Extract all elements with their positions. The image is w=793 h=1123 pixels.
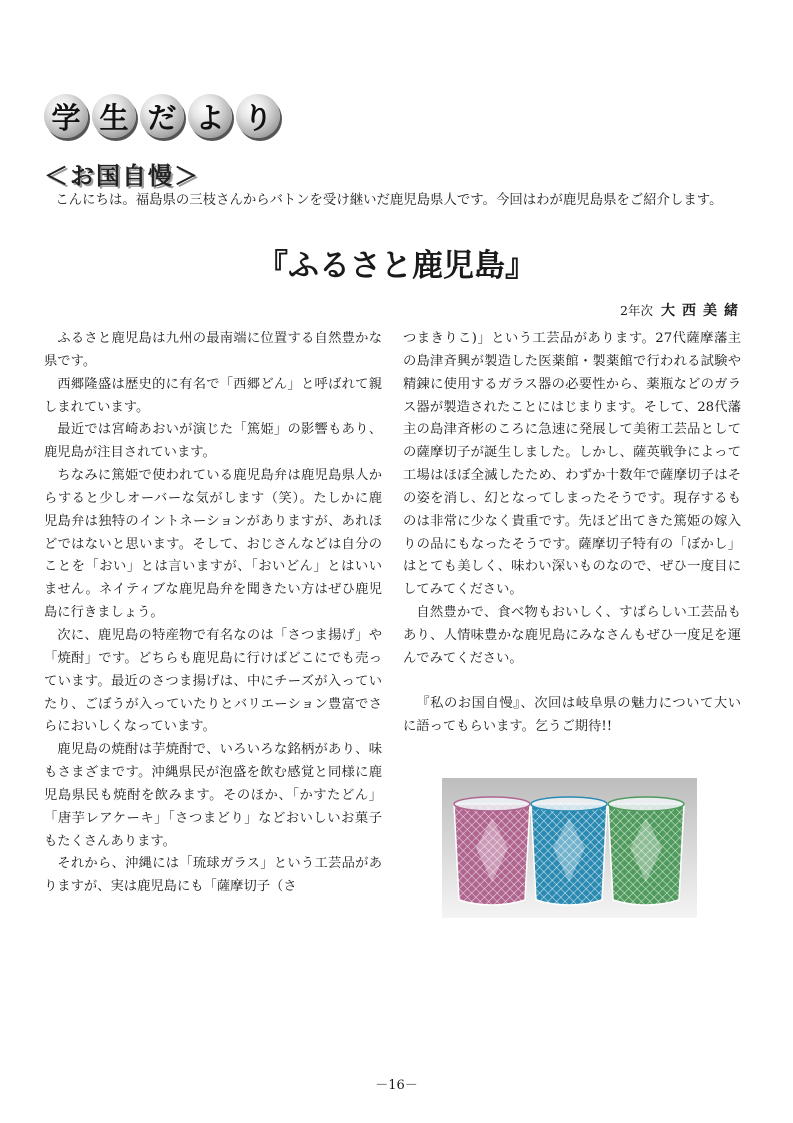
- glass-rim: [531, 797, 607, 811]
- paragraph: 自然豊かで、食べ物もおいしく、すばらしい工芸品もあり、人情味豊かな鹿児島にみなさんもぜひ一度足を運んでみてください。: [403, 605, 741, 666]
- header-badge: り: [236, 94, 280, 138]
- header-badge: 学: [44, 94, 88, 138]
- kiriko-glass: [608, 797, 684, 905]
- glasses-group: [454, 797, 684, 905]
- paragraph: 鹿児島の焼酎は芋焼酎で、いろいろな銘柄があり、味もさまざまです。沖縄県民が泡盛を飲む感覚と同様に鹿児島県民も焼酎を飲みます。そのほか、「かすたどん」「唐芋レアケーキ」「さつまどり」などおいしいお菓子もたくさんあります。: [44, 742, 382, 849]
- closing-paragraph: 『私のお国自慢』、次回は岐阜県の魅力について大いに語ってもらいます。乞うご期待!!: [403, 695, 741, 734]
- section-heading: ＜お国自慢＞: [44, 162, 200, 190]
- byline: [620, 300, 745, 320]
- paragraph: 次に、鹿児島の特産物で有名なのは「さつま揚げ」や「焼酎」です。どちらも鹿児島に行けばどこにでも売っています。最近のさつま揚げは、中にチーズが入っていたり、ごぼうが入っていたりとバリエーション豊富でさらにおいしくなっています。: [44, 627, 382, 735]
- glass-rim: [454, 797, 530, 811]
- left-column: [44, 328, 382, 899]
- kiriko-glass: [454, 797, 530, 905]
- kiriko-glass: [531, 797, 607, 905]
- paragraph: 最近では宮崎あおいが演じた「篤姫」の影響もあり、鹿児島が注目されています。: [44, 422, 382, 461]
- header-badge: よ: [188, 94, 232, 138]
- paragraph: つまきりこ)」という工芸品があります。27代薩摩藩主の島津斉興が製造した医薬館・製薬館で行われる試験や精錬に使用するガラス器の必要性から、薬瓶などのガラス器が製造されたことにはじまります。そして、28代藩主の島津斉彬のころに急速に発展して美術工芸品としての薩摩切子が誕生しました。しかし、薩英戦争によって工場はほぼ全滅したため、わずか十数年で薩摩切子はその姿を消し、幻となってしまったそうです。現存するものは非常に少なく貴重です。先ほど出てきた篤姫の嫁入りの品にもなったそうです。薩摩切子特有の「ぼかし」はとても美しく、味わい深いものなので、ぜひ一度目にしてみてください。: [403, 331, 741, 598]
- paragraph: 西郷隆盛は歴史的に有名で「西郷どん」と呼ばれて親しまれています。: [44, 376, 382, 415]
- satsuma-kiriko-photo: [442, 778, 697, 918]
- right-column: [403, 328, 741, 738]
- glass-rim: [608, 797, 684, 811]
- article-title: 『ふるさと鹿児島』: [257, 248, 536, 284]
- paragraph: それから、沖縄には「琉球ガラス」という工芸品がありますが、実は鹿児島にも「薩摩切子（さ: [44, 856, 382, 895]
- paragraph: ちなみに篤姫で使われている鹿児島弁は鹿児島県人からすると少しオーバーな気がします（笑）。たしかに鹿児島弁は独特のイントネーションがありますが、あれほどではないと思います。そして、おじさんなどは自分のことを「おい」とは言いますが、「おいどん」とはいいません。ネイティブな鹿児島弁を聞きたい方はぜひ鹿児島に行きましょう。: [44, 468, 382, 621]
- paragraph: ふるさと鹿児島は九州の最南端に位置する自然豊かな県です。: [44, 331, 382, 369]
- header-badge: 生: [92, 94, 136, 138]
- byline-year: 2年次: [620, 303, 653, 318]
- header-badge: だ: [140, 94, 184, 138]
- page-number: －16－: [375, 1078, 418, 1093]
- header-badges: [44, 94, 280, 140]
- intro-paragraph: こんにちは。福島県の三枝さんからバトンを受け継いだ鹿児島県人です。今回はわが鹿児島県をご紹介します。: [55, 193, 723, 208]
- byline-author: 大西美緒: [661, 303, 745, 319]
